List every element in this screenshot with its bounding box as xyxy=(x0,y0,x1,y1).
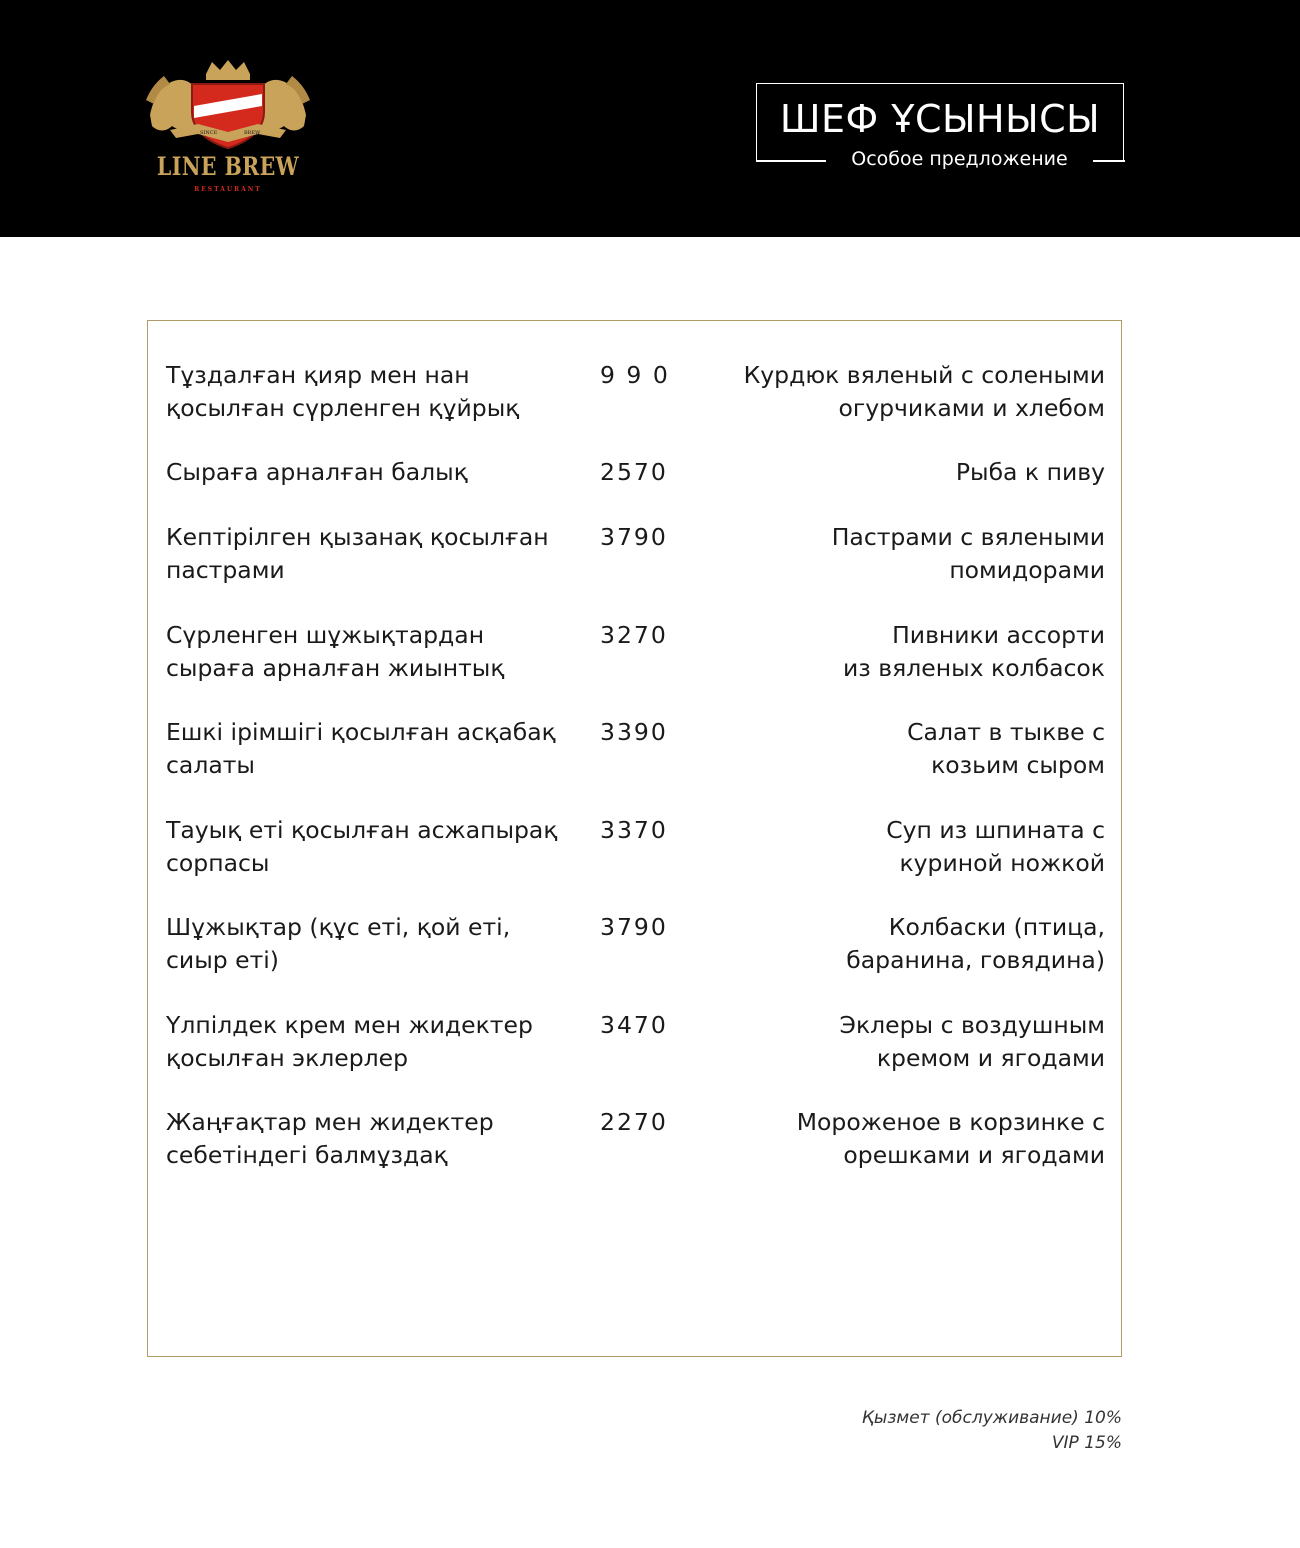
menu-item xyxy=(148,521,1123,591)
menu-item-name-ru: Мороженое в корзинке с орешками и ягодами xyxy=(796,1108,1105,1169)
menu-frame xyxy=(147,320,1122,1357)
subtitle-row xyxy=(756,148,1125,172)
menu-item-price: 3370 xyxy=(600,816,668,844)
menu-item-name-ru: Пивники ассорти из вяленых колбасок xyxy=(843,621,1105,682)
menu-item-name-kz: Шұжықтар (құс еті, қой еті, сиыр еті) xyxy=(166,913,511,974)
page-subtitle: Особое предложение xyxy=(851,148,1068,170)
menu-item-name-ru: Пастрами с вялеными помидорами xyxy=(831,523,1105,584)
header-bar xyxy=(0,0,1300,237)
menu-item-name-kz: Кептірілген қызанақ қосылған пастрами xyxy=(166,523,549,584)
menu-item xyxy=(148,1009,1123,1079)
svg-text:BREW: BREW xyxy=(244,130,261,136)
menu-item-name-kz: Жаңғақтар мен жидектер себетіндегі балмұздақ xyxy=(166,1108,494,1169)
menu-item xyxy=(148,359,1123,429)
menu-item-name-kz: Тұздалған қияр мен нан қосылған сүрленген құйрық xyxy=(166,361,520,422)
menu-item-name-kz: Тауық еті қосылған асжапырақ сорпасы xyxy=(166,816,558,877)
menu-item-name-ru: Колбаски (птица, баранина, говядина) xyxy=(846,913,1105,974)
menu-item-price: 3790 xyxy=(600,523,668,551)
menu-item-name-ru: Рыба к пиву xyxy=(955,458,1105,486)
service-charge-note: Қызмет (обслуживание) 10% xyxy=(861,1408,1122,1428)
menu-item xyxy=(148,456,1123,526)
menu-item xyxy=(148,911,1123,981)
menu-item xyxy=(148,814,1123,884)
service-footer xyxy=(722,1406,1122,1456)
subtitle-divider-right xyxy=(1093,160,1125,162)
menu-item xyxy=(148,716,1123,786)
logo-brand-sub: RESTAURANT xyxy=(194,186,262,193)
menu-item-name-ru: Эклеры с воздушным кремом и ягодами xyxy=(839,1011,1105,1072)
restaurant-logo xyxy=(140,60,316,200)
menu-item-name-kz: Сыраға арналған балық xyxy=(166,458,468,486)
menu-item-price: 3470 xyxy=(600,1011,668,1039)
menu-item-price: 3270 xyxy=(600,621,668,649)
crest-icon xyxy=(140,60,316,155)
menu-item-price: 3390 xyxy=(600,718,668,746)
menu-item-name-kz: Үлпілдек крем мен жидектер қосылған эклерлер xyxy=(166,1011,533,1072)
menu-item-price: 2570 xyxy=(600,458,668,486)
subtitle-divider-left xyxy=(756,160,826,162)
logo-brand-name: LINE BREW xyxy=(156,152,300,181)
menu-item-name-ru: Суп из шпината с куриной ножкой xyxy=(886,816,1105,877)
page-title: ШЕФ ҰСЫНЫСЫ xyxy=(779,97,1101,141)
menu-item xyxy=(148,619,1123,689)
menu-item-name-ru: Курдюк вяленый с солеными огурчиками и хлебом xyxy=(743,361,1105,422)
menu-item-price: 9 9 0 xyxy=(600,361,670,389)
vip-charge-note: VIP 15% xyxy=(1051,1433,1122,1453)
menu-item-price: 2270 xyxy=(600,1108,668,1136)
menu-item-name-kz: Сүрленген шұжықтардан сыраға арналған жиынтық xyxy=(166,621,505,682)
svg-text:SINCE: SINCE xyxy=(200,130,218,136)
menu-item-price: 3790 xyxy=(600,913,668,941)
menu-item-name-ru: Салат в тыкве с козьим сыром xyxy=(907,718,1105,779)
menu-item-name-kz: Ешкі ірімшігі қосылған асқабақ салаты xyxy=(166,718,556,779)
menu-item xyxy=(148,1106,1123,1176)
